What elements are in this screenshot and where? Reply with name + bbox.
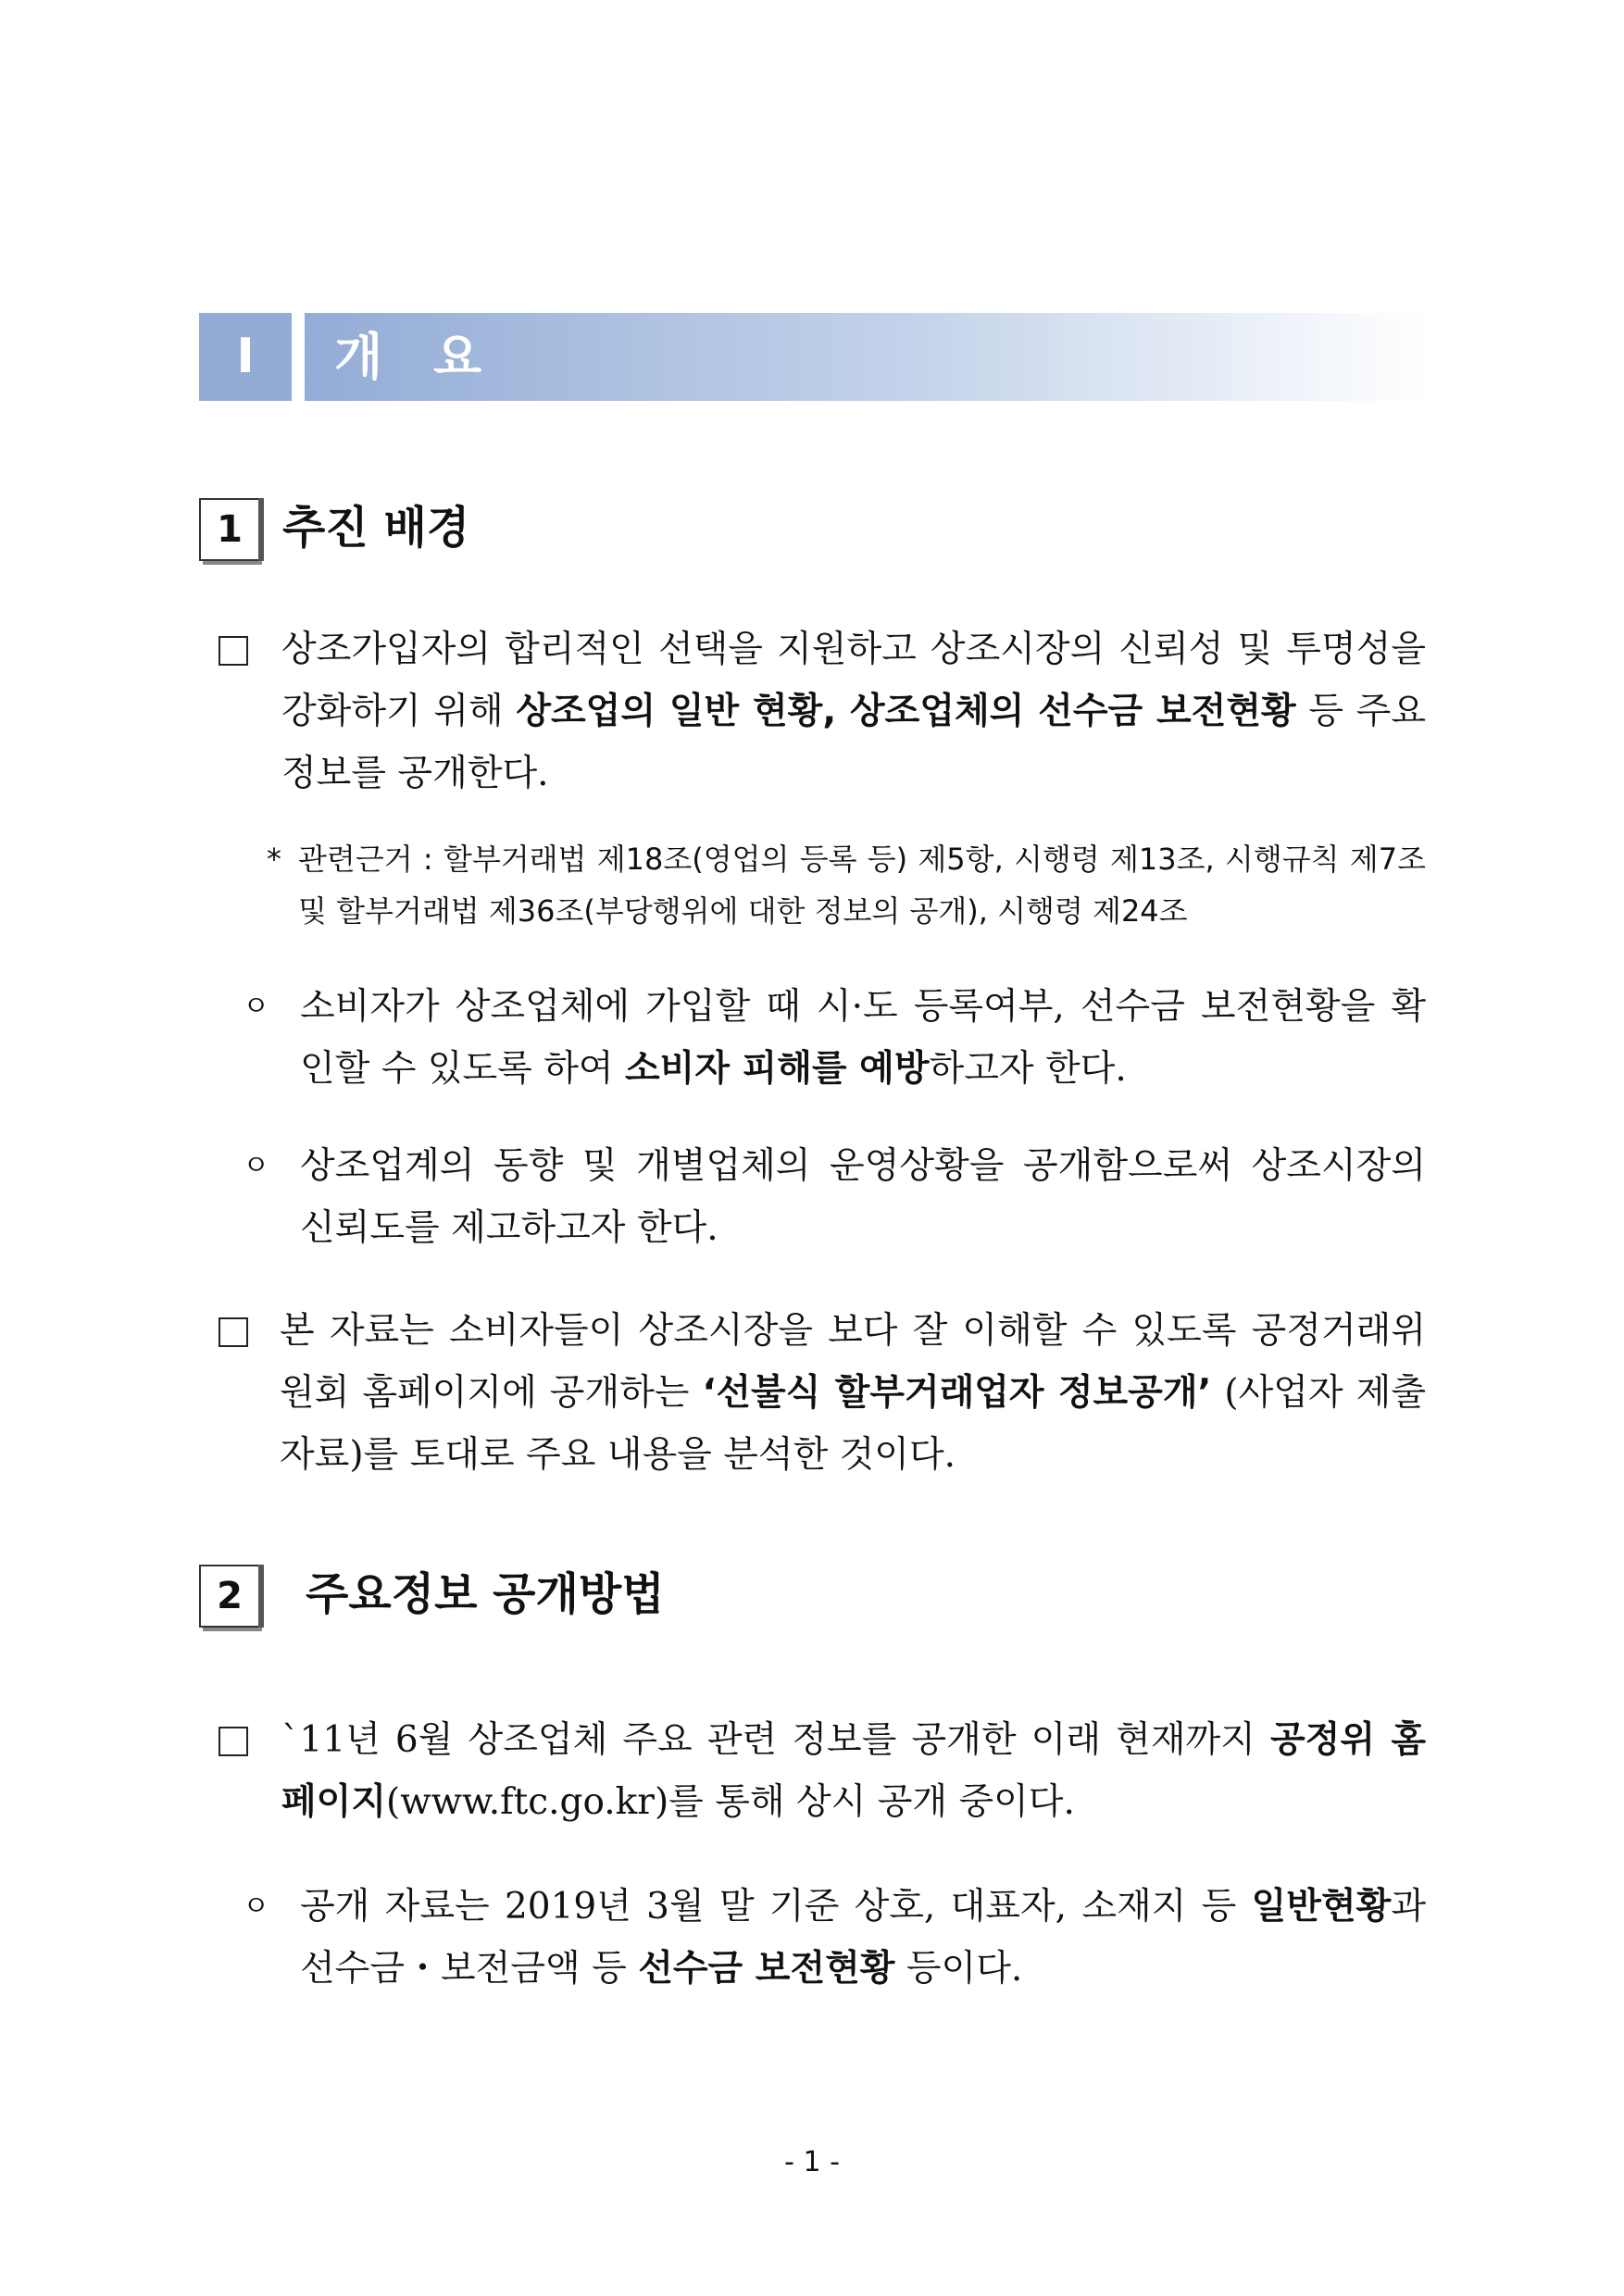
paragraph-s2-p1	[219, 1709, 1426, 1833]
circle-bullet-icon: ㅇ	[243, 1890, 269, 1923]
reference-note	[267, 833, 1426, 937]
section-bar	[258, 498, 264, 561]
square-bullet-icon	[219, 1727, 248, 1756]
section-title: 주요정보 공개방법	[306, 1568, 665, 1620]
paragraph-s1-p4	[219, 1300, 1426, 1486]
paragraph-s1-p2	[243, 976, 1426, 1100]
paragraph-body: 소비자가 상조업체에 가입할 때 시·도 등록여부, 선수금 보전현황을 확인할 수 있도록 하여 소비자 피해를 예방하고자 한다.	[300, 986, 1426, 1090]
circle-bullet-icon: ㅇ	[243, 991, 269, 1023]
section-number: 2	[199, 1565, 258, 1628]
chapter-banner	[199, 313, 1426, 401]
paragraph-body: 상조업계의 동향 및 개별업체의 운영상황을 공개함으로써 상조시장의 신뢰도를 제고하고자 한다.	[300, 1145, 1426, 1249]
paragraph-s2-p2	[243, 1876, 1426, 2000]
circle-bullet-icon: ㅇ	[243, 1150, 269, 1182]
paragraph-body: `11년 6월 상조업체 주요 관련 정보를 공개한 이래 현재까지 공정위 홈페이지(www.ftc.go.kr)를 통해 상시 공개 중이다.	[281, 1719, 1426, 1823]
square-bullet-icon	[219, 636, 248, 666]
asterisk-marker: *	[267, 842, 281, 877]
square-bullet-icon	[219, 1317, 248, 1347]
section-bar	[258, 1565, 264, 1628]
paragraph-body: 공개 자료는 2019년 3월 말 기준 상호, 대표자, 소재지 등 일반현황과 선수금・보전금액 등 선수금 보전현황 등이다.	[300, 1886, 1426, 1990]
chapter-title: 개 요	[305, 313, 1426, 401]
section-number: 1	[199, 498, 258, 561]
paragraph-body: 상조가입자의 합리적인 선택을 지원하고 상조시장의 신뢰성 및 투명성을 강화하기 위해 상조업의 일반 현황, 상조업체의 선수금 보전현황 등 주요정보를 공개한다.	[281, 629, 1426, 794]
chapter-number: I	[199, 313, 292, 401]
paragraph-body: 본 자료는 소비자들이 상조시장을 보다 잘 이해할 수 있도록 공정거래위원회 홈페이지에 공개하는 ‘선불식 할부거래업자 정보공개’ (사업자 제출자료)를 토대로 주요 내용을 분석한 것이다.	[280, 1310, 1426, 1476]
paragraph-s1-p1	[219, 618, 1426, 805]
page-number: - 1 -	[784, 2146, 840, 2178]
paragraph-s1-p3	[243, 1135, 1426, 1259]
note-text: 관련근거 : 할부거래법 제18조(영업의 등록 등) 제5항, 시행령 제13조, 시행규칙 제7조 및 할부거래법 제36조(부당행위에 대한 정보의 공개), 시행령 제24조	[298, 842, 1426, 929]
section-title: 추진 배경	[282, 502, 470, 554]
